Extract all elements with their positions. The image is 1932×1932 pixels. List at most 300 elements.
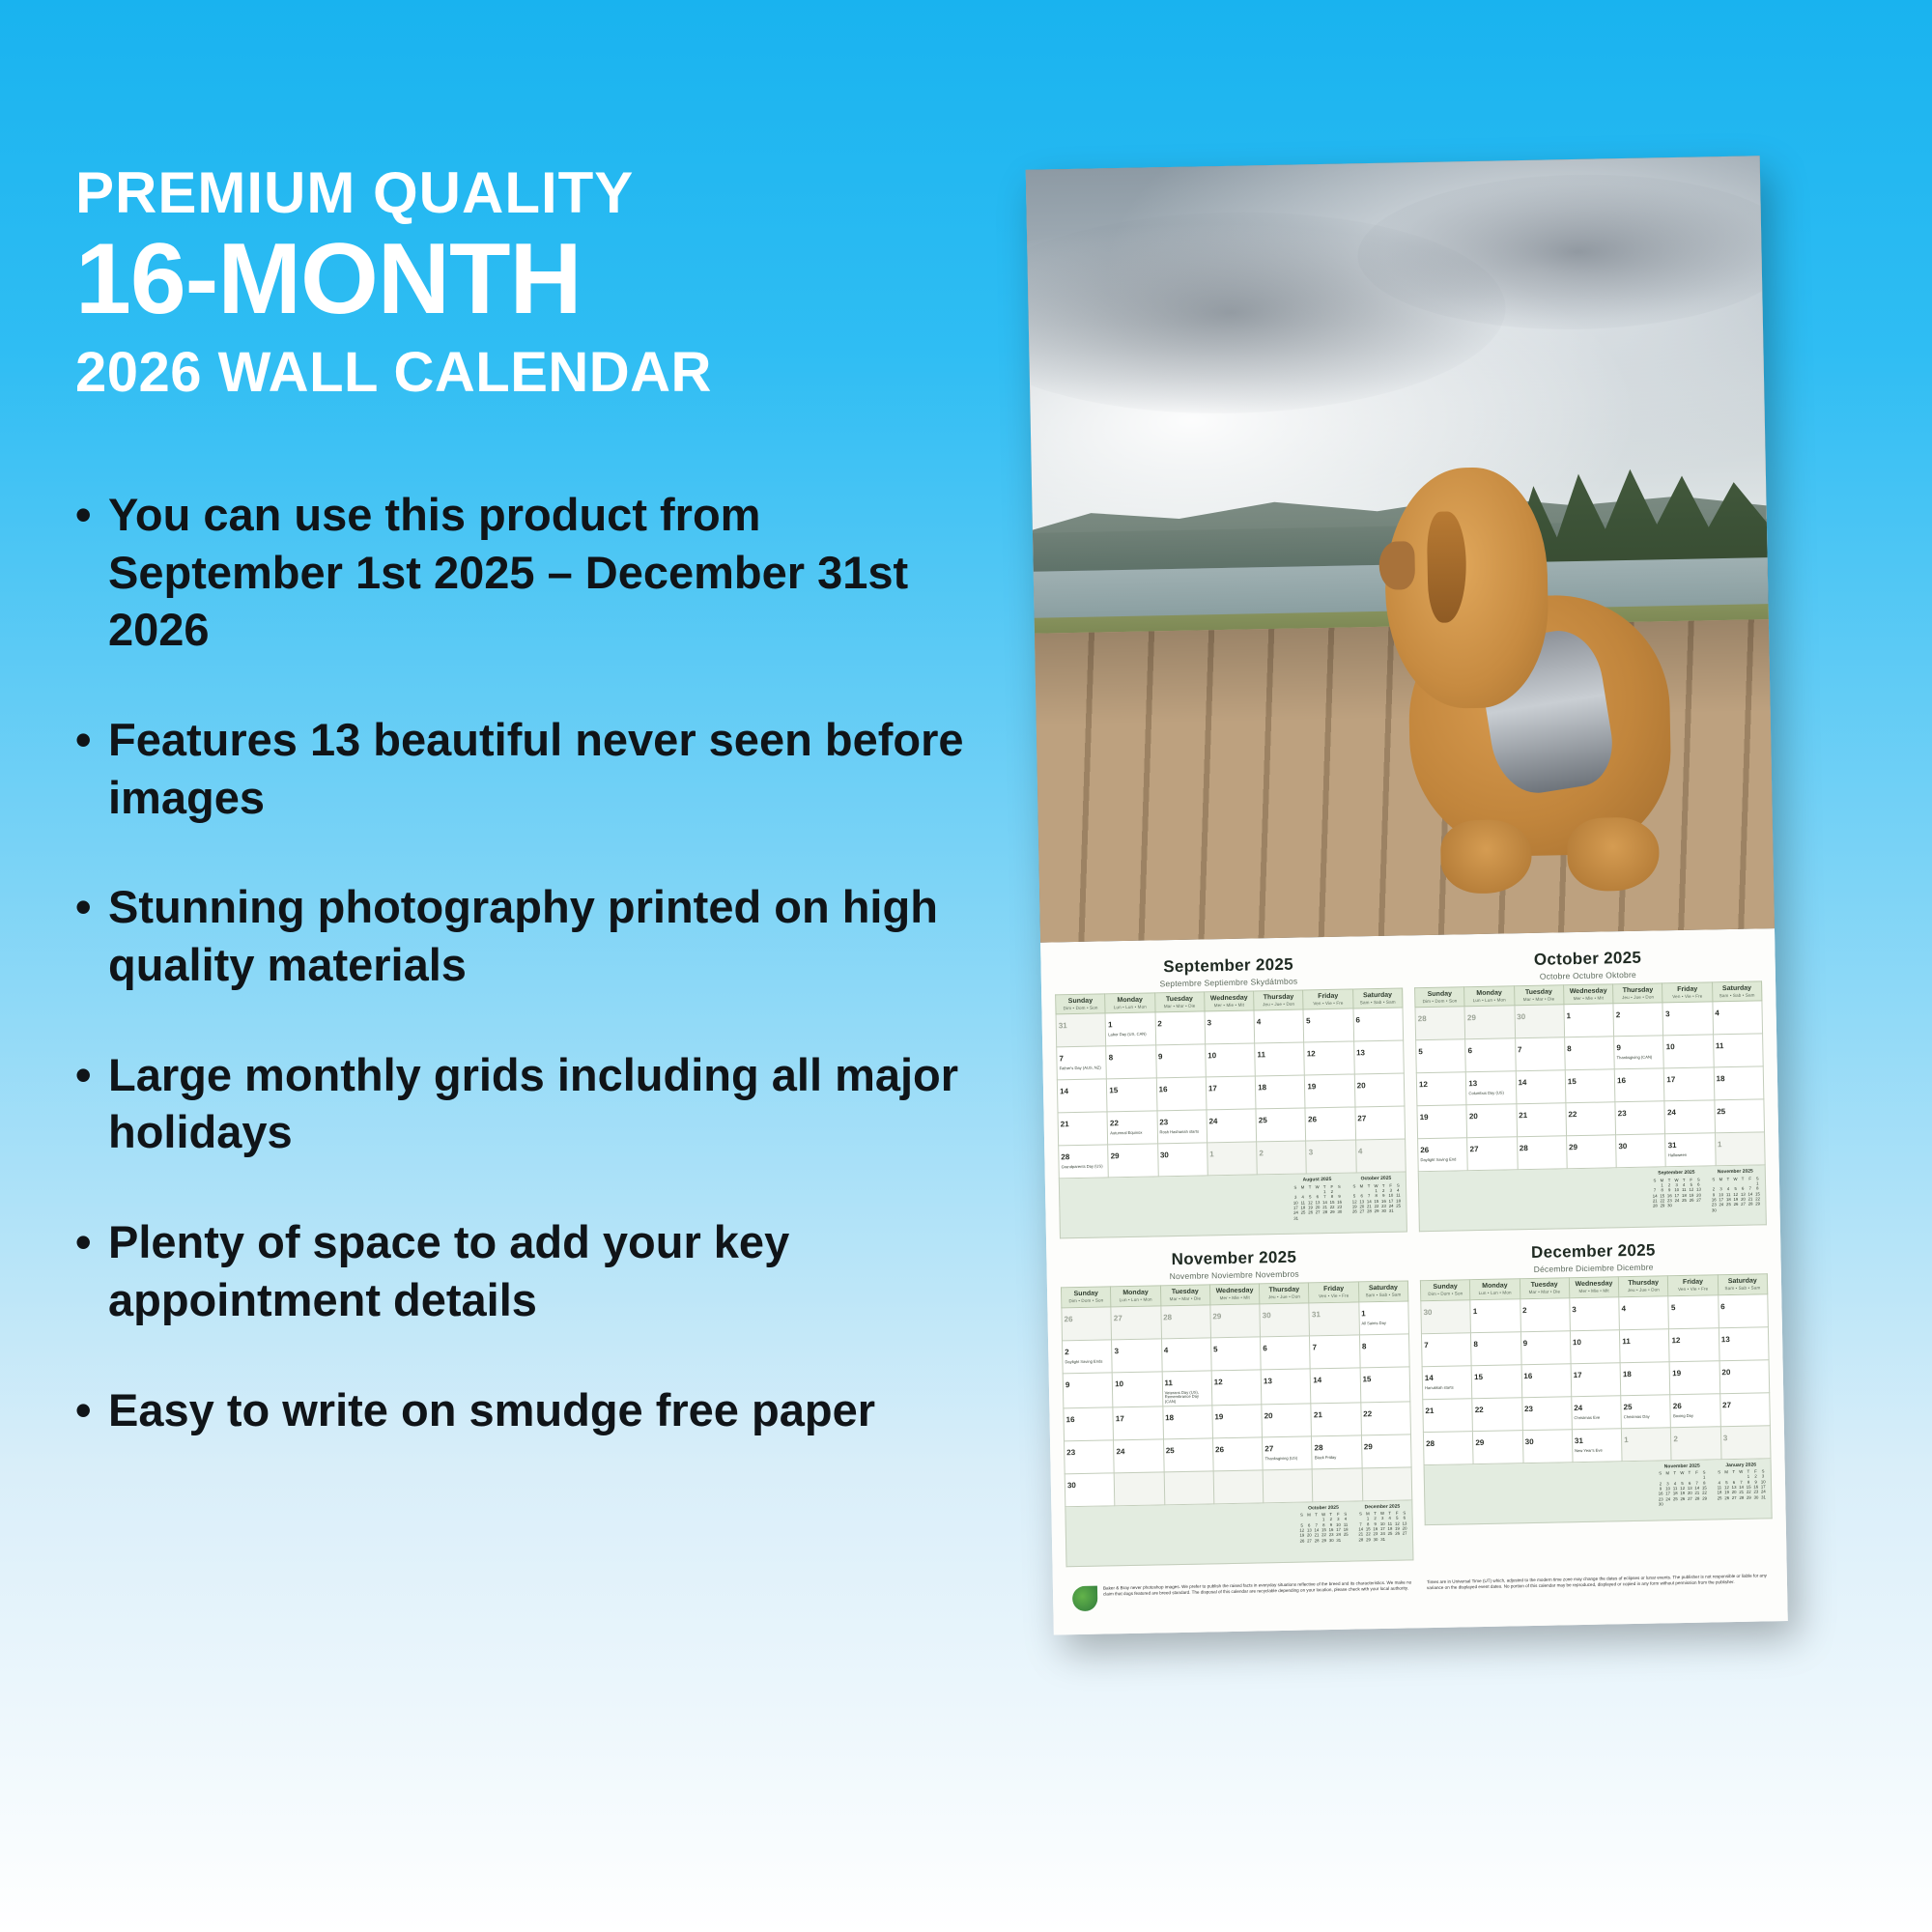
day-number: 18 [1622, 1369, 1632, 1378]
day-number: 5 [1418, 1047, 1423, 1057]
day-number: 30 [1618, 1142, 1628, 1151]
day-cell[interactable] [1105, 1012, 1155, 1046]
day-cell[interactable] [1304, 1041, 1354, 1075]
day-cell[interactable] [1669, 1360, 1719, 1394]
day-cell[interactable] [1112, 1372, 1162, 1407]
day-cell[interactable] [1572, 1428, 1622, 1462]
day-cell[interactable] [1719, 1326, 1769, 1360]
day-cell[interactable] [1263, 1436, 1313, 1470]
day-number: 29 [1466, 1013, 1476, 1023]
day-cell[interactable] [1113, 1406, 1163, 1440]
day-cell[interactable] [1423, 1431, 1473, 1464]
day-cell[interactable] [1361, 1435, 1411, 1468]
month-grid [1414, 980, 1766, 1172]
day-event: Rosh Hashanah starts [1159, 1128, 1200, 1135]
day-cell[interactable] [1212, 1405, 1263, 1438]
day-cell[interactable] [1114, 1472, 1164, 1506]
day-number: 7 [1424, 1340, 1429, 1350]
month-grid [1420, 1274, 1772, 1465]
day-cell[interactable] [1471, 1331, 1521, 1365]
day-cell[interactable] [1572, 1395, 1622, 1429]
day-cell[interactable] [1465, 1038, 1516, 1072]
leaf-icon [1072, 1585, 1097, 1610]
day-cell[interactable] [1207, 1142, 1257, 1176]
day-cell[interactable] [1261, 1369, 1311, 1405]
day-number: 3 [1572, 1304, 1577, 1314]
footer-disclaimer-left: Baker & Bray never photoshop images. We prefer to publish the raised facts in everyday situations reflective of the breed and its characteristics. We make no claim that dogs featured are breed standard. The disposal of this calendar are recyclable depending on your location, please check with your local authority. [1102, 1579, 1412, 1597]
day-number: 2 [1673, 1434, 1679, 1443]
day-cell[interactable] [1063, 1340, 1113, 1374]
mini-calendar-title: October 2025 [1308, 1504, 1339, 1512]
day-number: 15 [1474, 1372, 1484, 1381]
day-number: 31 [1058, 1021, 1067, 1031]
day-number: 13 [1468, 1079, 1478, 1089]
day-cell[interactable] [1313, 1468, 1363, 1502]
day-number: 30 [1066, 1480, 1076, 1491]
day-cell[interactable] [1714, 1066, 1764, 1100]
month-title: November 2025 [1171, 1247, 1297, 1269]
day-cell[interactable] [1615, 1101, 1665, 1135]
day-cell[interactable] [1662, 1002, 1713, 1036]
day-number: 25 [1258, 1116, 1267, 1125]
day-cell[interactable] [1359, 1301, 1409, 1335]
day-cell[interactable] [1354, 1073, 1405, 1107]
day-cell[interactable] [1305, 1107, 1355, 1141]
day-cell[interactable] [1466, 1104, 1517, 1138]
day-cell[interactable] [1362, 1467, 1412, 1501]
day-event: Daylight Saving Ends [1065, 1358, 1103, 1364]
day-number: 14 [1424, 1373, 1434, 1382]
day-number: 1 [1472, 1306, 1478, 1316]
day-number: 20 [1468, 1112, 1478, 1122]
day-number: 23 [1523, 1404, 1534, 1413]
day-cell[interactable] [1361, 1402, 1411, 1435]
day-cell[interactable] [1620, 1328, 1670, 1362]
day-number: 23 [1617, 1109, 1627, 1119]
day-cell[interactable] [1359, 1334, 1409, 1368]
day-event: Christmas Day [1623, 1413, 1650, 1419]
day-number: 24 [1666, 1108, 1677, 1118]
day-cell[interactable] [1421, 1299, 1471, 1333]
day-cell[interactable] [1062, 1307, 1112, 1341]
list-item [75, 1381, 1003, 1439]
day-number: 26 [1308, 1115, 1318, 1124]
day-number: 8 [1567, 1044, 1572, 1054]
list-item [75, 1213, 1003, 1328]
day-cell[interactable] [1564, 1004, 1614, 1037]
day-number: 10 [1572, 1337, 1581, 1347]
day-number: 24 [1116, 1446, 1125, 1457]
dow-header: Saturday Sam • Sab • Sam [1358, 1281, 1408, 1301]
day-number: 29 [1363, 1441, 1373, 1452]
day-cell[interactable] [1515, 1005, 1565, 1038]
day-number: 4 [1621, 1303, 1627, 1313]
day-cell[interactable] [1664, 1100, 1715, 1134]
day-number: 4 [1163, 1345, 1169, 1354]
day-cell[interactable] [1211, 1370, 1262, 1406]
day-cell[interactable] [1065, 1440, 1115, 1474]
day-cell[interactable] [1059, 1145, 1109, 1179]
day-number: 5 [1670, 1302, 1676, 1312]
dow-header: Friday Ven • Vie • Fre [1662, 982, 1713, 1003]
list-item [75, 711, 1003, 826]
day-cell[interactable] [1311, 1368, 1361, 1404]
day-cell[interactable] [1719, 1392, 1770, 1426]
day-cell[interactable] [1614, 1068, 1664, 1102]
day-number: 22 [1109, 1119, 1119, 1128]
month-block-september [1054, 953, 1406, 1239]
day-cell[interactable] [1207, 1109, 1257, 1143]
mini-calendar-title: November 2025 [1663, 1463, 1700, 1470]
day-cell[interactable] [1473, 1430, 1523, 1463]
day-number: 20 [1721, 1367, 1731, 1377]
dog-paw [1439, 819, 1532, 895]
day-event: Columbus Day (US) [1468, 1090, 1504, 1096]
month-grid [1061, 1281, 1412, 1507]
day-cell[interactable] [1466, 1071, 1517, 1105]
dow-header: Thursday Jeu • Jue • Don [1260, 1283, 1310, 1303]
day-cell[interactable] [1162, 1371, 1212, 1406]
day-number: 11 [1164, 1378, 1174, 1387]
day-cell[interactable] [1213, 1470, 1264, 1504]
day-number: 17 [1208, 1084, 1217, 1094]
day-number: 6 [1467, 1046, 1473, 1056]
day-cell[interactable] [1260, 1303, 1310, 1337]
month-title: September 2025 [1163, 954, 1294, 977]
day-number: 31 [1667, 1141, 1677, 1151]
day-cell[interactable] [1671, 1426, 1721, 1460]
day-cell[interactable] [1255, 1042, 1305, 1076]
day-cell[interactable] [1057, 1046, 1107, 1080]
day-number: 10 [1208, 1051, 1217, 1061]
day-cell[interactable] [1107, 1111, 1157, 1145]
mini-calendar: August 2025 S M T W T F S 1 2 3 4 5 6 7 8 9 10 11 12 13 14 15 16 17 18 19 20 21 22 23 24 25 26 27 28 29 30 31 [1293, 1177, 1343, 1221]
notes-bar[interactable] [1065, 1500, 1413, 1567]
day-cell[interactable] [1057, 1079, 1107, 1113]
day-cell[interactable] [1155, 1011, 1206, 1045]
day-number: 18 [1716, 1074, 1725, 1084]
day-number: 15 [1567, 1077, 1577, 1087]
dow-header: Tuesday Mar • Mar • Die [1154, 992, 1205, 1012]
promo-headline: 16-MONTH [75, 223, 582, 335]
day-cell[interactable] [1355, 1106, 1406, 1140]
day-number: 10 [1115, 1378, 1124, 1388]
month-block-november [1060, 1246, 1413, 1567]
day-cell[interactable] [1305, 1074, 1355, 1108]
day-cell[interactable] [1570, 1296, 1620, 1330]
day-number: 12 [1671, 1335, 1681, 1345]
mini-calendar: January 2026 S M T W T F S 1 2 3 4 5 6 7 8 9 10 11 12 13 14 15 16 17 18 19 20 21 22 23 24 25 26 27 28 29 30 31 [1717, 1462, 1766, 1501]
day-cell[interactable] [1255, 1075, 1305, 1109]
dow-header: Saturday Sam • Sab • Sam [1718, 1274, 1768, 1294]
day-number: 31 [1574, 1435, 1583, 1445]
day-cell[interactable] [1472, 1397, 1522, 1431]
dow-header: Friday Ven • Vie • Fre [1309, 1282, 1359, 1302]
day-cell[interactable] [1162, 1406, 1212, 1439]
day-cell[interactable] [1254, 1009, 1304, 1043]
day-event: New Year's Eve [1575, 1447, 1603, 1453]
day-number: 13 [1263, 1376, 1272, 1385]
day-cell[interactable] [1161, 1338, 1211, 1372]
day-cell[interactable] [1521, 1396, 1572, 1430]
day-number: 8 [1108, 1053, 1114, 1063]
day-cell[interactable] [1715, 1099, 1765, 1133]
day-number: 28 [1314, 1442, 1323, 1453]
dow-header: Thursday Jeu • Jue • Don [1618, 1276, 1668, 1296]
day-cell[interactable] [1262, 1404, 1312, 1437]
dow-header: Friday Ven • Vie • Fre [1303, 989, 1353, 1009]
day-number: 12 [1213, 1377, 1223, 1386]
day-cell[interactable] [1312, 1435, 1362, 1469]
footer-disclaimer-right: Times are in Universal Time (UT) which, adjusted to the modern time zone may change the dates of eclipses or lunar events. The publisher is not responsible or liable for any variance on the displayed event dates. No portion of this calendar may be reproduced, displayed or copied in any form without permission from the publisher. [1426, 1573, 1767, 1590]
day-cell[interactable] [1306, 1140, 1356, 1174]
dow-header: Monday Lun • Lun • Mon [1105, 993, 1155, 1013]
day-cell[interactable] [1360, 1367, 1410, 1403]
day-cell[interactable] [1614, 1036, 1664, 1069]
day-cell[interactable] [1621, 1394, 1671, 1428]
day-cell[interactable] [1210, 1304, 1261, 1338]
dow-header: Monday Lun • Lun • Mon [1111, 1286, 1161, 1306]
day-cell[interactable] [1353, 1040, 1404, 1074]
day-cell[interactable] [1261, 1336, 1311, 1370]
day-number: 24 [1208, 1117, 1218, 1126]
day-event: Christmas Eve [1574, 1414, 1601, 1420]
dow-header: Sunday Dim • Dom • Son [1415, 987, 1465, 1008]
day-cell[interactable] [1663, 1035, 1714, 1068]
dog-paw [1567, 816, 1660, 893]
calendar-product [1026, 155, 1830, 1811]
mini-calendar: November 2025 S M T W T F S 1 2 3 4 5 6 7 8 9 10 11 12 13 14 15 16 17 18 19 20 21 22 23 24 25 26 27 28 29 30 [1658, 1463, 1708, 1507]
day-cell[interactable] [1719, 1359, 1770, 1393]
dog-subject [1376, 435, 1737, 905]
day-cell[interactable] [1311, 1403, 1361, 1436]
day-number: 22 [1363, 1408, 1373, 1419]
day-cell[interactable] [1206, 1043, 1256, 1077]
bullet-marker-icon: • [75, 1216, 92, 1268]
day-number: 6 [1720, 1301, 1725, 1311]
day-cell[interactable] [1157, 1143, 1208, 1177]
day-cell[interactable] [1516, 1103, 1566, 1137]
day-cell[interactable] [1470, 1298, 1520, 1332]
day-cell[interactable] [1355, 1139, 1406, 1173]
day-number: 27 [1113, 1313, 1122, 1322]
day-cell[interactable] [1303, 1009, 1353, 1042]
day-cell[interactable] [1464, 1006, 1515, 1039]
day-cell[interactable] [1056, 1013, 1106, 1047]
day-number: 29 [1475, 1437, 1485, 1447]
month-title: October 2025 [1533, 948, 1642, 969]
day-number: 19 [1672, 1368, 1682, 1378]
day-cell[interactable] [1521, 1363, 1572, 1397]
month-block-december [1419, 1239, 1773, 1560]
day-number: 23 [1159, 1118, 1169, 1127]
day-event: Hanukkah starts [1424, 1384, 1454, 1390]
day-cell[interactable] [1471, 1364, 1521, 1398]
day-cell[interactable] [1421, 1332, 1471, 1366]
day-cell[interactable] [1713, 1034, 1763, 1067]
day-cell[interactable] [1622, 1427, 1672, 1461]
day-cell[interactable] [1522, 1429, 1573, 1463]
day-number: 26 [1420, 1146, 1430, 1155]
day-number: 8 [1361, 1341, 1367, 1351]
day-cell[interactable] [1108, 1144, 1158, 1178]
day-cell[interactable] [1516, 1070, 1566, 1104]
day-cell[interactable] [1423, 1398, 1473, 1432]
dow-header: Monday Lun • Lun • Mon [1470, 1279, 1520, 1299]
day-event: Thanksgiving (US) [1264, 1455, 1298, 1462]
day-number: 16 [1158, 1085, 1168, 1094]
day-cell[interactable] [1157, 1110, 1208, 1144]
day-cell[interactable] [1571, 1362, 1621, 1396]
day-cell[interactable] [1620, 1361, 1670, 1395]
notes-bar[interactable] [1418, 1166, 1767, 1233]
day-cell[interactable] [1309, 1302, 1359, 1336]
day-number: 4 [1357, 1147, 1363, 1156]
day-cell[interactable] [1310, 1335, 1360, 1369]
day-cell[interactable] [1163, 1438, 1213, 1472]
day-number: 16 [1523, 1371, 1533, 1380]
feature-list [75, 486, 1041, 1438]
dow-header: Thursday Jeu • Jue • Don [1254, 990, 1304, 1010]
day-cell[interactable] [1715, 1132, 1765, 1166]
notes-bar[interactable] [1424, 1459, 1773, 1525]
day-cell[interactable] [1353, 1008, 1404, 1041]
day-cell[interactable] [1566, 1135, 1616, 1169]
day-cell[interactable] [1520, 1330, 1571, 1364]
day-cell[interactable] [1164, 1471, 1214, 1505]
day-cell[interactable] [1263, 1469, 1313, 1503]
day-number: 30 [1517, 1012, 1526, 1022]
day-cell[interactable] [1106, 1045, 1156, 1079]
day-cell[interactable] [1467, 1137, 1518, 1171]
day-number: 4 [1256, 1017, 1262, 1027]
day-number: 22 [1474, 1405, 1484, 1414]
day-cell[interactable] [1415, 1007, 1465, 1040]
day-cell[interactable] [1565, 1069, 1615, 1103]
day-number: 9 [1065, 1379, 1070, 1389]
day-cell[interactable] [1210, 1337, 1261, 1371]
day-cell[interactable] [1416, 1039, 1466, 1073]
month-subtitle: Novembre Noviembre Novembros [1169, 1268, 1299, 1282]
day-event: Father's Day (AUS, NZ) [1059, 1065, 1101, 1071]
dow-header: Monday Lun • Lun • Mon [1464, 986, 1515, 1007]
day-number: 18 [1258, 1083, 1267, 1093]
day-cell[interactable] [1564, 1037, 1614, 1070]
calendar-grid-page [1040, 928, 1788, 1634]
day-number: 21 [1313, 1409, 1322, 1420]
month-grid [1055, 987, 1406, 1179]
day-cell[interactable] [1111, 1306, 1161, 1340]
day-number: 17 [1573, 1370, 1582, 1379]
dow-header: Thursday Jeu • Jue • Don [1613, 983, 1663, 1004]
day-number: 20 [1264, 1410, 1273, 1421]
day-cell[interactable] [1422, 1365, 1472, 1399]
day-cell[interactable] [1107, 1078, 1157, 1112]
day-cell[interactable] [1616, 1134, 1666, 1168]
day-cell[interactable] [1670, 1393, 1720, 1427]
day-number: 7 [1059, 1054, 1064, 1064]
day-number: 9 [1157, 1052, 1163, 1062]
day-event: Boxing Day [1672, 1412, 1694, 1418]
dow-header: Sunday Dim • Dom • Son [1056, 994, 1106, 1014]
day-cell[interactable] [1257, 1141, 1307, 1175]
day-cell[interactable] [1665, 1133, 1716, 1167]
day-number: 28 [1163, 1312, 1173, 1321]
day-cell[interactable] [1063, 1372, 1113, 1407]
day-number: 29 [1569, 1143, 1578, 1152]
day-number: 31 [1311, 1309, 1321, 1320]
day-number: 3 [1664, 1009, 1670, 1019]
day-cell[interactable] [1112, 1339, 1162, 1373]
day-cell[interactable] [1418, 1138, 1468, 1172]
day-cell[interactable] [1515, 1037, 1565, 1071]
day-cell[interactable] [1256, 1108, 1306, 1142]
day-cell[interactable] [1205, 1010, 1255, 1044]
day-cell[interactable] [1114, 1439, 1164, 1473]
day-number: 2 [1259, 1149, 1264, 1158]
mini-calendar-title: August 2025 [1302, 1177, 1332, 1183]
day-number: 30 [1524, 1436, 1534, 1446]
calendar-footer [1066, 1567, 1775, 1621]
day-cell[interactable] [1065, 1473, 1115, 1507]
day-cell[interactable] [1720, 1425, 1771, 1459]
day-number: 18 [1165, 1412, 1175, 1423]
day-cell[interactable] [1613, 1003, 1663, 1037]
day-cell[interactable] [1064, 1407, 1114, 1441]
notes-bar[interactable] [1059, 1173, 1407, 1239]
day-cell[interactable] [1058, 1112, 1108, 1146]
day-number: 1 [1624, 1435, 1629, 1444]
day-cell[interactable] [1520, 1297, 1570, 1331]
mini-calendar: October 2025 S M T W T F S 1 2 3 4 5 6 7 8 9 10 11 12 13 14 15 16 17 18 19 20 21 22 23 24 25 26 27 28 29 30 31 [1351, 1176, 1402, 1214]
day-event: Thanksgiving (CAN) [1616, 1054, 1653, 1061]
bullet-marker-icon: • [75, 714, 92, 766]
day-number: 14 [1313, 1375, 1322, 1385]
day-cell[interactable] [1668, 1294, 1719, 1328]
day-event: Daylight Saving End [1420, 1156, 1457, 1163]
day-cell[interactable] [1619, 1295, 1669, 1329]
day-cell[interactable] [1669, 1327, 1719, 1361]
day-cell[interactable] [1416, 1072, 1466, 1106]
list-item [75, 878, 1003, 993]
day-cell[interactable] [1570, 1329, 1620, 1363]
day-cell[interactable] [1212, 1437, 1263, 1471]
month-subtitle: Octobre Octubre Oktobre [1539, 969, 1636, 981]
day-cell[interactable] [1160, 1305, 1210, 1339]
day-cell[interactable] [1417, 1105, 1467, 1139]
day-cell[interactable] [1155, 1044, 1206, 1078]
day-cell[interactable] [1718, 1293, 1768, 1327]
day-number: 14 [1518, 1078, 1527, 1088]
day-cell[interactable] [1664, 1067, 1715, 1101]
day-cell[interactable] [1566, 1102, 1616, 1136]
day-cell[interactable] [1206, 1076, 1256, 1110]
day-event: Halloween [1667, 1152, 1688, 1158]
day-cell[interactable] [1713, 1001, 1763, 1035]
day-number: 27 [1264, 1443, 1274, 1454]
day-number: 27 [1469, 1145, 1479, 1154]
list-item-label: Easy to write on smudge free paper [108, 1383, 875, 1435]
dow-header: Tuesday Mar • Mar • Die [1514, 985, 1564, 1006]
list-item [75, 486, 1003, 659]
day-number: 12 [1418, 1080, 1429, 1090]
month-row-bottom [1060, 1239, 1773, 1567]
day-number: 28 [1426, 1438, 1435, 1448]
day-number: 25 [1165, 1445, 1175, 1456]
day-cell[interactable] [1156, 1077, 1207, 1111]
day-cell[interactable] [1517, 1136, 1567, 1170]
day-number: 1 [1717, 1140, 1722, 1150]
